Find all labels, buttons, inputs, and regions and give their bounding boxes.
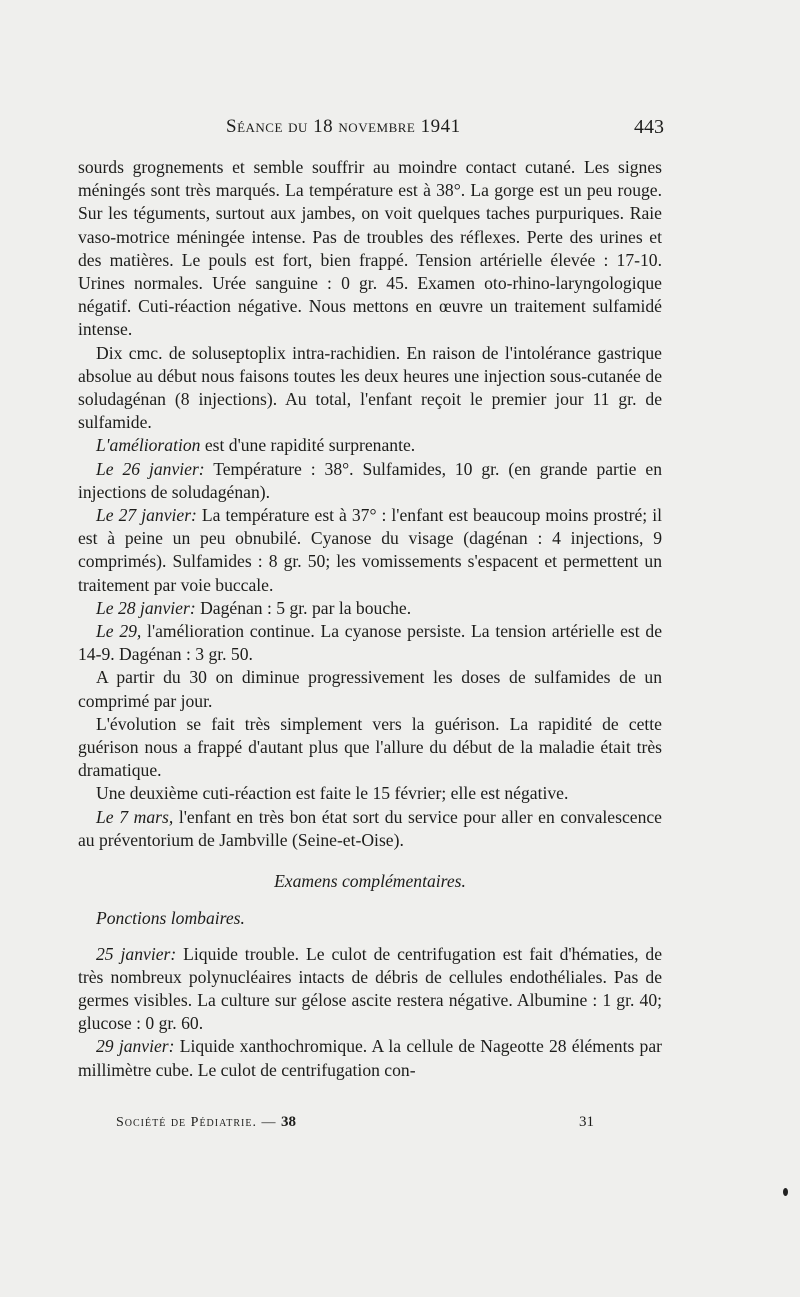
paragraph: Dix cmc. de soluseptoplix intra-rachidien. En raison de l'intolérance gastrique absolue au début nous faisons toutes les deux heures une injection sous-cutanée de soludagénan (8 injections). Au total, l'enfant reçoit le premier jour 11 gr. de sulfamide. <box>78 342 662 433</box>
sheet-number: 31 <box>579 1114 594 1130</box>
subsection-title: Ponctions lombaires. <box>96 908 245 929</box>
paragraph-text: La température est à 37° : l'enfant est beaucoup moins prostré; il est à peine un peu obnubilé. Cyanose du visage (dagénan : 4 injections, 9 comprimés). Sulfamides : 8 gr. 50; les vomissements s'espacent et permettent un traitement par voie buccale. <box>78 505 662 595</box>
paragraph-text: est d'une rapidité surprenante. <box>200 435 416 456</box>
society-name: Société de Pédiatrie. — <box>116 1115 281 1130</box>
signature-number: 38 <box>280 1114 296 1130</box>
paragraph <box>78 943 662 1036</box>
paragraph: L'évolution se fait très simplement vers la guérison. La rapidité de cette guérison nous a frappé d'autant plus que l'allure du début de la maladie était très dramatique. <box>78 713 662 781</box>
section-title: Examens complémentaires. <box>274 871 466 892</box>
scan-speck <box>783 1188 788 1196</box>
signature-line <box>116 1114 296 1131</box>
paragraph: A partir du 30 on diminue progressivement les doses de sulfamides de un comprimé par jour. <box>78 667 662 711</box>
paragraph-text: Liquide xanthochromique. A la cellule de Nageotte 28 éléments par millimètre cube. Le culot de centrifugation con- <box>78 1036 663 1080</box>
paragraph <box>78 597 662 620</box>
paragraph-lead: L'amélioration <box>96 435 201 456</box>
page-number: 443 <box>634 116 664 138</box>
paragraph-text: Liquide trouble. Le culot de centrifugation est fait d'hématies, de très nombreux polynucléaires intacts de débris de cellules endothéliales. Pas de germes visibles. La culture sur gélose ascite restera négative. Albumine : 1 gr. 40; glucose : 0 gr. 60. <box>78 943 662 1034</box>
paragraph-lead: Le 27 janvier: <box>96 505 197 526</box>
paragraph: Une deuxième cuti-réaction est faite le 15 février; elle est négative. <box>96 783 569 804</box>
paragraph-lead: Le 28 janvier: <box>96 597 196 618</box>
paragraph-lead: Le 26 janvier: <box>96 458 205 479</box>
paragraph <box>78 458 662 504</box>
page-header <box>78 116 664 144</box>
paragraph <box>78 434 662 457</box>
page-footer <box>116 1114 594 1136</box>
page-body <box>78 156 662 1082</box>
paragraph: sourds grognements et semble souffrir au moindre contact cutané. Les signes méningés sont très marqués. La température est à 38°. La gorge est un peu rouge. Sur les téguments, surtout aux jambes, on voit quelques taches purpuriques. Raie vaso-motrice méningée intense. Pas de troubles des réflexes. Perte des urines et des matières. Le pouls est fort, bien frappé. Tension artérielle élevée : 17-10. Urines normales. Urée sanguine : 0 gr. 45. Examen oto-rhino-laryngologique négatif. Cuti-réaction négative. Nous mettons en œuvre un traitement sulfamidé intense. <box>78 157 662 340</box>
paragraph-text: Température : 38°. Sulfamides, 10 gr. (en grande partie en injections de soludagénan). <box>78 458 662 502</box>
paragraph-text: Dagénan : 5 gr. par la bouche. <box>195 597 412 618</box>
paragraph <box>78 620 662 666</box>
running-title: Séance du 18 novembre 1941 <box>226 116 461 137</box>
paragraph <box>78 1035 662 1081</box>
paragraph-lead: 25 janvier: <box>96 943 177 964</box>
paragraph-lead: Le 29, <box>96 621 142 642</box>
paragraph-text: l'amélioration continue. La cyanose persiste. La tension artérielle est de 14-9. Dagénan : 3 gr. 50. <box>78 621 662 665</box>
paragraph-text: l'enfant en très bon état sort du service pour aller en convalescence au préventorium de Jambville (Seine-et-Oise). <box>78 806 662 850</box>
paragraph <box>78 504 662 597</box>
paragraph-lead: 29 janvier: <box>96 1036 175 1057</box>
paragraph-lead: Le 7 mars, <box>96 806 174 827</box>
paragraph <box>78 806 662 852</box>
